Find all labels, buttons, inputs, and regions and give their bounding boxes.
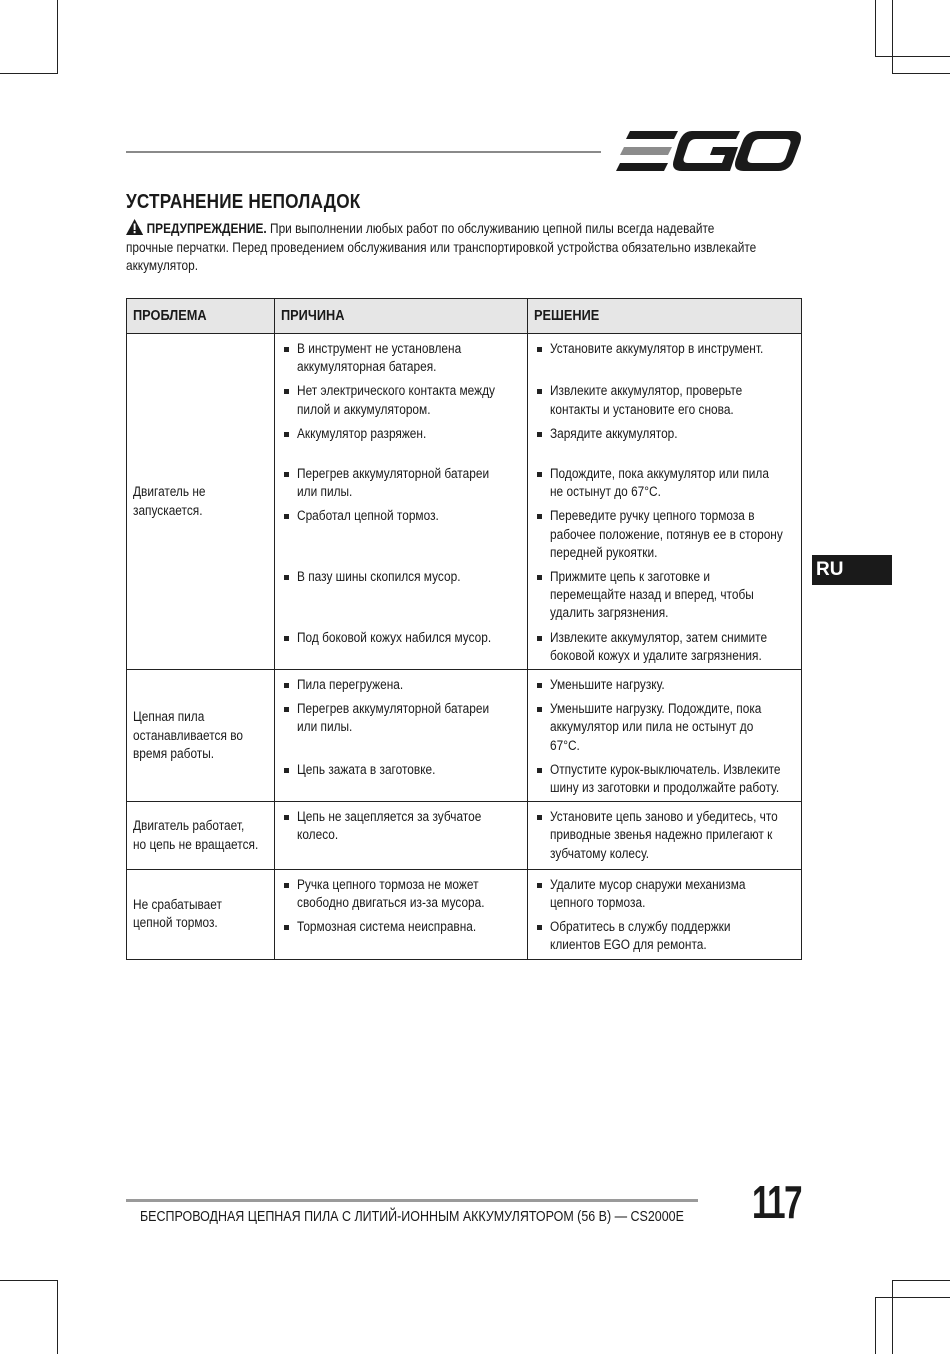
- solution-text: приводные звенья надежно прилегают к: [550, 827, 773, 843]
- solution-text: не остынут до 67°C.: [550, 484, 661, 500]
- solution-cell: [528, 802, 802, 870]
- cause-item: [275, 629, 527, 665]
- cause-item: [275, 918, 527, 954]
- solution-item: [528, 340, 801, 376]
- solution-cell: [528, 334, 802, 670]
- cause-cell: [275, 334, 528, 670]
- crop-mark-top-right-h2: [875, 56, 950, 57]
- crop-mark-bottom-right-h2: [875, 1297, 950, 1298]
- language-tab: RU: [812, 555, 892, 585]
- troubleshooting-table: [126, 298, 802, 960]
- cause-text: Под боковой кожух набился мусор.: [297, 629, 492, 645]
- cause-text: Сработал цепной тормоз.: [297, 508, 439, 524]
- solution-text: Установите цепь заново и убедитесь, что: [550, 809, 778, 825]
- solution-text: Зарядите аккумулятор.: [550, 425, 678, 441]
- crop-mark-bottom-right-v2: [875, 1297, 876, 1354]
- solution-text: Извлеките аккумулятор, затем снимите: [550, 629, 768, 645]
- crop-mark-bottom-right-v: [892, 1280, 893, 1354]
- crop-mark-top-right-h: [892, 73, 950, 74]
- cause-text: Цепь не зацепляется за зубчатое: [297, 809, 482, 825]
- solution-text: зубчатому колесу.: [550, 845, 649, 861]
- solution-text: 67°C.: [550, 737, 580, 753]
- solution-item: [528, 761, 801, 797]
- solution-text: контакты и установите его снова.: [550, 401, 734, 417]
- solution-cell: [528, 670, 802, 802]
- warning-label: ПРЕДУПРЕЖДЕНИЕ.: [146, 221, 267, 236]
- solution-text: боковой кожух и удалите загрязнения.: [550, 647, 762, 663]
- solution-text: Отпустите курок-выключатель. Извлеките: [550, 761, 781, 777]
- solution-item: [528, 425, 801, 443]
- problem-cell: [127, 802, 275, 870]
- problem-text: Двигатель не: [133, 484, 206, 500]
- solution-item: [528, 568, 801, 623]
- cause-cell: [275, 869, 528, 959]
- cause-text: пилой и аккумулятором.: [297, 401, 431, 417]
- cause-text: или пилы.: [297, 719, 353, 735]
- solution-text: аккумулятор или пила не остынут до: [550, 719, 754, 735]
- cause-text: Аккумулятор разряжен.: [297, 425, 427, 441]
- cause-item: [275, 382, 527, 418]
- crop-mark-bottom-left-v: [57, 1280, 58, 1354]
- solution-text: Удалите мусор снаружи механизма: [550, 876, 746, 892]
- table-header-row: [127, 299, 802, 334]
- cause-text: В инструмент не установлена: [297, 341, 462, 356]
- warning-paragraph: [126, 219, 805, 276]
- problem-cell: [127, 869, 275, 959]
- cause-text: Перегрев аккумуляторной батареи: [297, 701, 490, 717]
- warning-triangle-icon: [126, 219, 143, 235]
- solution-item: [528, 465, 801, 501]
- page-number: 117: [752, 1176, 802, 1228]
- cause-text: или пилы.: [297, 484, 353, 500]
- solution-text: передней рукоятки.: [550, 544, 658, 560]
- problem-text: останавливается во: [133, 727, 244, 743]
- cause-item: [275, 761, 527, 797]
- crop-mark-top-left-v: [57, 0, 58, 74]
- cause-item: [275, 808, 527, 863]
- solution-text: Извлеките аккумулятор, проверьте: [550, 383, 743, 399]
- problem-text: Не срабатывает: [133, 897, 222, 913]
- solution-text: Установите аккумулятор в инструмент.: [550, 341, 764, 356]
- problem-text: Двигатель работает,: [133, 818, 245, 834]
- crop-mark-top-left-h: [0, 73, 58, 74]
- crop-mark-top-right-v2: [875, 0, 876, 57]
- cause-item: [275, 676, 527, 694]
- header-solution: РЕШЕНИЕ: [528, 299, 802, 334]
- cause-item: [275, 340, 527, 376]
- problem-cell: [127, 334, 275, 670]
- solution-text: рабочее положение, потянув ее в сторону: [550, 526, 783, 542]
- cause-item: [275, 507, 527, 562]
- solution-text: Обратитесь в службу поддержки: [550, 919, 731, 935]
- warning-text-2: прочные перчатки. Перед проведением обслуживания или транспортировкой устройства обязательно извлекайте: [126, 239, 757, 255]
- solution-item: [528, 918, 801, 954]
- header-rule: [126, 151, 601, 153]
- cause-text: В пазу шины скопился мусор.: [297, 569, 461, 585]
- table-row: [127, 670, 802, 802]
- footer-title: БЕСПРОВОДНАЯ ЦЕПНАЯ ПИЛА С ЛИТИЙ-ИОННЫМ АККУМУЛЯТОРОМ (56 В) — CS2000E: [140, 1209, 684, 1225]
- cause-item: [275, 568, 527, 623]
- cause-text: Перегрев аккумуляторной батареи: [297, 466, 490, 482]
- solution-item: [528, 876, 801, 912]
- solution-item: [528, 676, 801, 694]
- problem-text: но цепь не вращается.: [133, 836, 259, 852]
- solution-text: Переведите ручку цепного тормоза в: [550, 508, 755, 524]
- cause-text: Тормозная система неисправна.: [297, 919, 477, 935]
- problem-text: запускается.: [133, 502, 203, 518]
- warning-text-3: аккумулятор.: [126, 258, 199, 273]
- cause-text: Цепь зажата в заготовке.: [297, 761, 436, 777]
- problem-cell: [127, 670, 275, 802]
- cause-cell: [275, 802, 528, 870]
- crop-mark-top-right-v: [892, 0, 893, 74]
- solution-text: шину из заготовки и продолжайте работу.: [550, 780, 780, 796]
- ego-logo: [616, 128, 802, 174]
- problem-text: Цепная пила: [133, 709, 205, 725]
- header-problem: ПРОБЛЕМА: [127, 299, 275, 334]
- table-row: [127, 802, 802, 870]
- crop-mark-bottom-right-h: [892, 1280, 950, 1281]
- problem-text: цепной тормоз.: [133, 915, 218, 931]
- cause-item: [275, 700, 527, 755]
- cause-text: Нет электрического контакта между: [297, 383, 495, 399]
- solution-item: [528, 629, 801, 665]
- solution-cell: [528, 869, 802, 959]
- cause-text: Ручка цепного тормоза не может: [297, 876, 479, 892]
- solution-text: Прижмите цепь к заготовке и: [550, 569, 711, 585]
- section-title: УСТРАНЕНИЕ НЕПОЛАДОК: [126, 191, 361, 213]
- cause-text: свободно двигаться из-за мусора.: [297, 895, 485, 911]
- crop-mark-bottom-left-h: [0, 1280, 58, 1281]
- solution-text: Уменьшите нагрузку.: [550, 677, 665, 693]
- solution-text: цепного тормоза.: [550, 895, 646, 911]
- header-cause: ПРИЧИНА: [275, 299, 528, 334]
- table-row: [127, 869, 802, 959]
- solution-item: [528, 382, 801, 418]
- solution-text: клиентов EGO для ремонта.: [550, 937, 707, 953]
- cause-text: аккумуляторная батарея.: [297, 359, 437, 375]
- table-row: [127, 334, 802, 670]
- cause-item: [275, 876, 527, 912]
- footer-rule: [126, 1199, 698, 1202]
- problem-text: время работы.: [133, 745, 215, 761]
- warning-text-1: При выполнении любых работ по обслуживанию цепной пилы всегда надевайте: [270, 221, 715, 236]
- solution-item: [528, 507, 801, 562]
- solution-text: удалить загрязнения.: [550, 605, 669, 621]
- cause-item: [275, 425, 527, 443]
- cause-item: [275, 465, 527, 501]
- solution-item: [528, 808, 801, 863]
- cause-text: колесо.: [297, 827, 339, 843]
- solution-item: [528, 700, 801, 755]
- solution-text: Подождите, пока аккумулятор или пила: [550, 466, 769, 481]
- cause-text: Пила перегружена.: [297, 677, 404, 693]
- cause-cell: [275, 670, 528, 802]
- solution-text: перемещайте назад и вперед, чтобы: [550, 587, 754, 603]
- solution-text: Уменьшите нагрузку. Подождите, пока: [550, 701, 762, 717]
